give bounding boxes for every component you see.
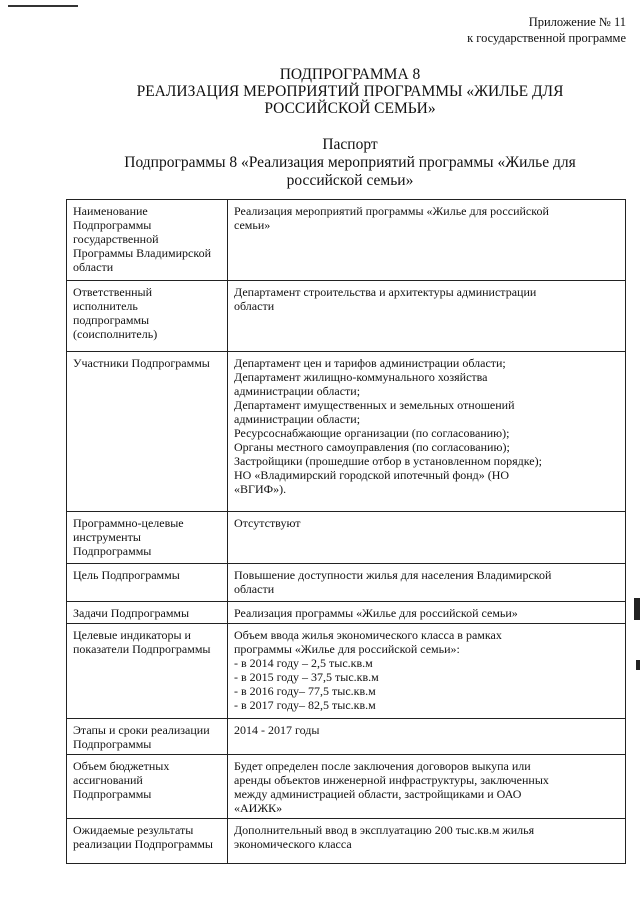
row-value-cell xyxy=(228,281,626,352)
row-value-line: экономического класса xyxy=(234,837,352,851)
table-row xyxy=(67,819,626,864)
row-value-line: Дополнительный ввод в эксплуатацию 200 тыс.кв.м жилья xyxy=(234,823,535,837)
row-label-line: Объем бюджетных xyxy=(73,759,170,773)
row-label-cell xyxy=(67,200,228,281)
row-label-line: области xyxy=(73,260,114,274)
row-label-line: реализации Подпрограммы xyxy=(73,837,213,851)
row-value-line: Департамент жилищно-коммунального хозяйства xyxy=(234,370,488,384)
row-value-line: между администрацией области, застройщиками и ОАО xyxy=(234,787,522,801)
row-value-line: Повышение доступности жилья для населения Владимирской xyxy=(234,568,552,582)
row-value-line: области xyxy=(234,299,275,313)
title-line-1: ПОДПРОГРАММА 8 xyxy=(279,66,421,83)
row-value-cell xyxy=(228,819,626,864)
row-value-line: аренды объектов инженерной инфраструктуры, заключенных xyxy=(234,773,549,787)
table-row xyxy=(67,281,626,352)
row-label-line: Наименование xyxy=(73,204,148,218)
row-label-line: Программно-целевые xyxy=(73,516,184,530)
row-value-line: - в 2015 году – 37,5 тыс.кв.м xyxy=(234,670,379,684)
subprogram-title xyxy=(60,66,640,117)
row-value-line: - в 2016 году– 77,5 тыс.кв.м xyxy=(234,684,376,698)
row-value-line: «ВГИФ»). xyxy=(234,482,287,496)
table-row xyxy=(67,352,626,512)
row-label-cell xyxy=(67,352,228,512)
row-label-line: Целевые индикаторы и xyxy=(73,628,191,642)
row-value-line: «АИЖК» xyxy=(234,801,283,815)
table-row xyxy=(67,602,626,624)
row-label-cell xyxy=(67,819,228,864)
row-value-line: администрации области; xyxy=(234,384,361,398)
row-value-line: Органы местного самоуправления (по согласованию); xyxy=(234,440,510,454)
title-line-2: РЕАЛИЗАЦИЯ МЕРОПРИЯТИЙ ПРОГРАММЫ «ЖИЛЬЕ ДЛЯ xyxy=(136,83,564,100)
row-label-line: показатели Подпрограммы xyxy=(73,642,211,656)
row-value-cell xyxy=(228,512,626,564)
title-line-3: РОССИЙСКОЙ СЕМЬИ» xyxy=(264,100,436,117)
row-label-cell xyxy=(67,564,228,602)
row-value-line: семьи» xyxy=(234,218,271,232)
table-row xyxy=(67,512,626,564)
passport-title xyxy=(60,136,640,190)
row-value-line: НО «Владимирский городской ипотечный фонд» (НО xyxy=(234,468,510,482)
row-value-line: - в 2017 году– 82,5 тыс.кв.м xyxy=(234,698,376,712)
row-label-line: Участники Подпрограммы xyxy=(73,356,210,370)
row-label-line: Задачи Подпрограммы xyxy=(73,606,190,620)
row-label-cell xyxy=(67,755,228,819)
row-value-line: Будет определен после заключения договоров выкупа или xyxy=(234,759,531,773)
row-value-line: Департамент цен и тарифов администрации области; xyxy=(234,356,506,370)
row-label-cell xyxy=(67,281,228,352)
appendix-line-1: Приложение № 11 xyxy=(528,15,626,29)
row-label-line: Ожидаемые результаты xyxy=(73,823,194,837)
row-value-line: области xyxy=(234,582,275,596)
row-value-line: Объем ввода жилья экономического класса в рамках xyxy=(234,628,502,642)
row-value-cell xyxy=(228,624,626,719)
row-value-line: Департамент имущественных и земельных отношений xyxy=(234,398,515,412)
row-label-cell xyxy=(67,512,228,564)
row-value-cell xyxy=(228,719,626,755)
row-label-line: Подпрограммы xyxy=(73,544,152,558)
passport-line-1: Подпрограммы 8 «Реализация мероприятий программы «Жилье для xyxy=(124,154,576,171)
passport-heading: Паспорт xyxy=(322,136,378,153)
row-value-cell xyxy=(228,352,626,512)
row-value-cell xyxy=(228,200,626,281)
row-label-line: подпрограммы xyxy=(73,313,150,327)
row-value-line: программы «Жилье для российской семьи»: xyxy=(234,642,460,656)
row-value-line: Департамент строительства и архитектуры администрации xyxy=(234,285,537,299)
appendix-header xyxy=(467,14,626,46)
row-label-cell xyxy=(67,624,228,719)
row-label-cell xyxy=(67,719,228,755)
passport-table xyxy=(66,199,626,864)
row-value-line: - в 2014 году – 2,5 тыс.кв.м xyxy=(234,656,373,670)
table-row xyxy=(67,624,626,719)
row-label-line: инструменты xyxy=(73,530,141,544)
row-label-line: исполнитель xyxy=(73,299,138,313)
appendix-line-2: к государственной программе xyxy=(467,31,626,45)
row-value-line: Отсутствуют xyxy=(234,516,301,530)
passport-table-body xyxy=(67,200,626,864)
row-label-line: Подпрограммы xyxy=(73,218,152,232)
table-row xyxy=(67,564,626,602)
row-value-line: администрации области; xyxy=(234,412,361,426)
row-value-cell xyxy=(228,755,626,819)
row-label-line: государственной xyxy=(73,232,159,246)
row-label-line: Подпрограммы xyxy=(73,737,152,751)
row-value-line: Реализация программы «Жилье для российской семьи» xyxy=(234,606,518,620)
scan-top-line xyxy=(8,5,78,7)
row-value-line: Застройщики (прошедшие отбор в установленном порядке); xyxy=(234,454,542,468)
row-label-line: Этапы и сроки реализации xyxy=(73,723,210,737)
row-label-line: Цель Подпрограммы xyxy=(73,568,180,582)
row-label-line: ассигнований xyxy=(73,773,143,787)
scan-margin-mark xyxy=(636,660,640,670)
row-label-line: (соисполнитель) xyxy=(73,327,158,341)
row-value-cell xyxy=(228,564,626,602)
row-label-cell xyxy=(67,602,228,624)
table-row xyxy=(67,755,626,819)
passport-line-2: российской семьи» xyxy=(286,172,414,189)
row-label-line: Ответственный xyxy=(73,285,153,299)
table-row xyxy=(67,200,626,281)
row-value-line: Реализация мероприятий программы «Жилье для российской xyxy=(234,204,549,218)
row-label-line: Программы Владимирской xyxy=(73,246,211,260)
row-value-line: 2014 - 2017 годы xyxy=(234,723,320,737)
table-row xyxy=(67,719,626,755)
row-label-line: Подпрограммы xyxy=(73,787,152,801)
row-value-line: Ресурсоснабжающие организации (по согласованию); xyxy=(234,426,510,440)
row-value-cell xyxy=(228,602,626,624)
scan-margin-mark xyxy=(634,598,640,620)
